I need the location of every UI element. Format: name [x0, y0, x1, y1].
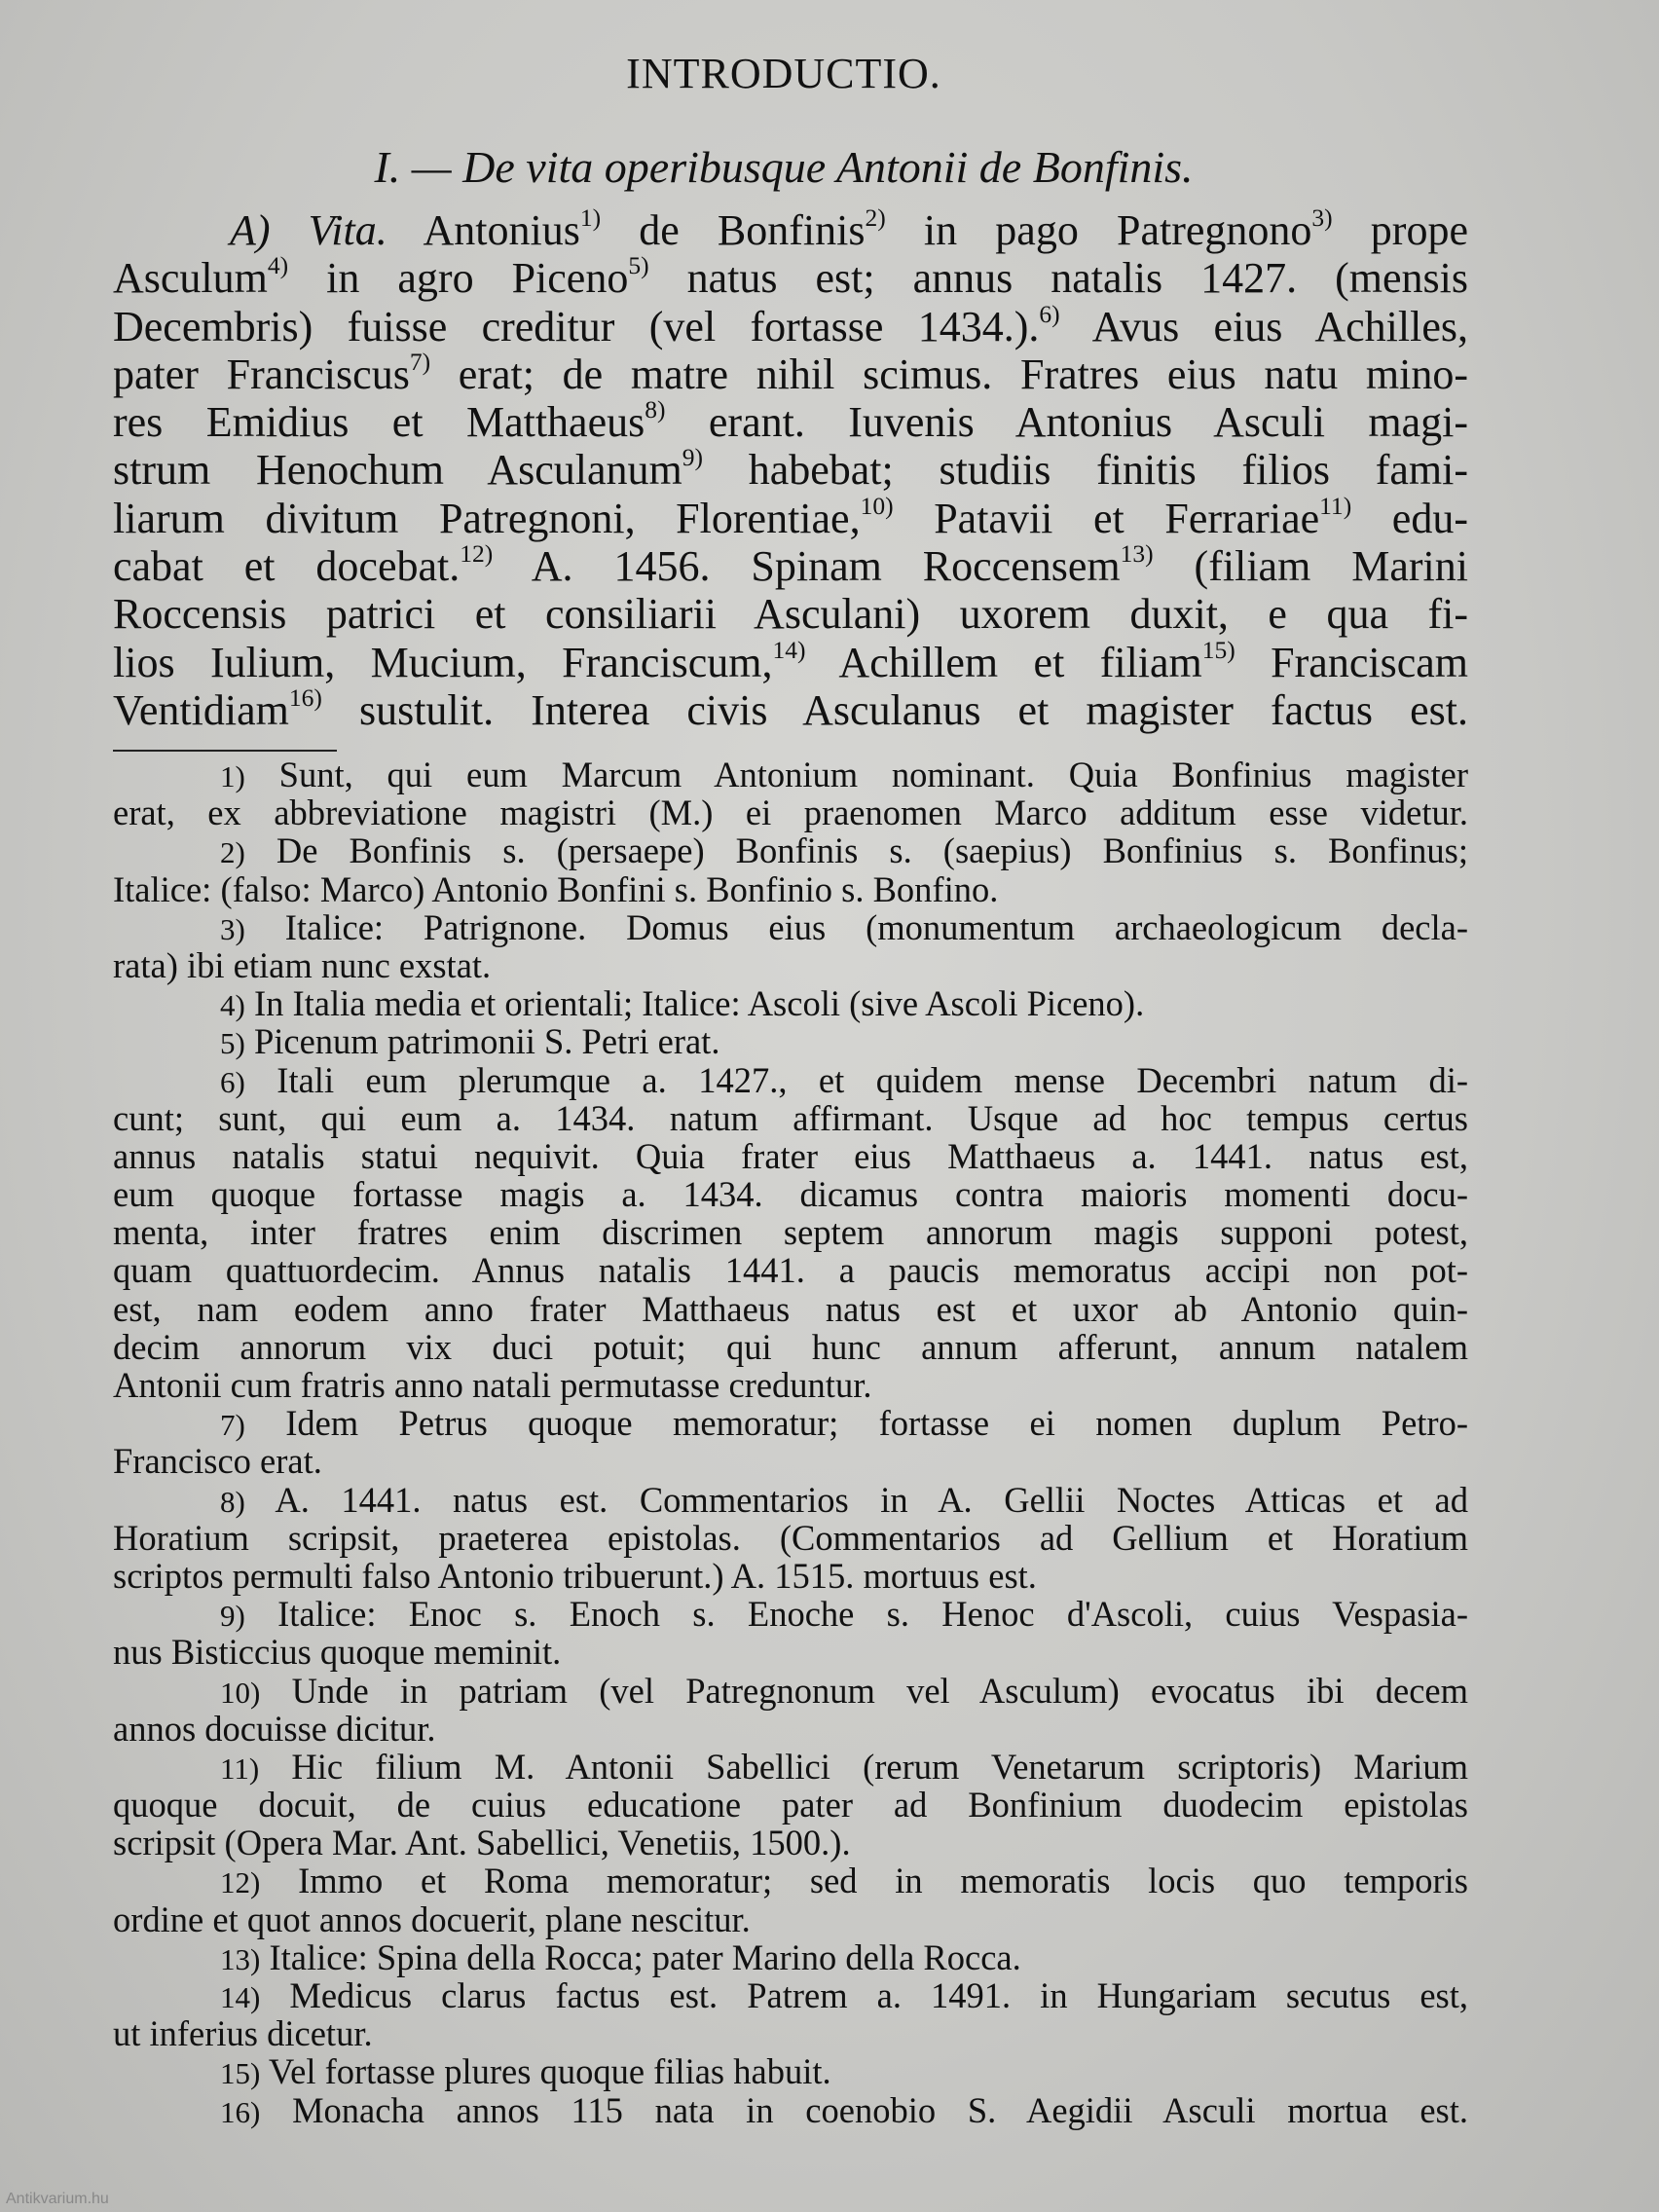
footnote-line: annos docuisse dicitur. — [113, 1708, 436, 1749]
footnote-line: 13) Italice: Spina della Rocca; pater Marino della Rocca. — [220, 1936, 1021, 1977]
footnote-line: 9) Italice: Enoc s. Enoch s. Enoche s. Henoc d'Ascoli, cuius Vespasia- — [220, 1594, 1468, 1635]
body-line: Asculum$^{4)}$ in agro Piceno$^{5)}$ natus est; annus natalis 1427. (mensis — [113, 251, 1468, 303]
footnote-divider — [113, 750, 337, 752]
footnote-line: quam quattuordecim. Annus natalis 1441. a paucis memoratus accipi non pot- — [113, 1250, 1468, 1291]
footnote-line: 14) Medicus clarus factus est. Patrem a. 1491. in Hungariam secutus est, — [220, 1975, 1468, 2015]
body-line: cabat et docebat.$^{12)}$ A. 1456. Spinam Roccensem$^{13)}$ (filiam Marini — [113, 538, 1468, 591]
footnote-line: 1) Sunt, qui eum Marcum Antonium nominant. Quia Bonfinius magister — [220, 755, 1468, 794]
body-line: liarum divitum Patregnoni, Florentiae,$^{10)}$ Patavii et Ferrariae$^{11)}$ edu- — [113, 491, 1468, 542]
footnote-line: 16) Monacha annos 115 nata in coenobio S. Aegidii Asculi mortua est. — [220, 2089, 1468, 2130]
footnote-line: erat, ex abbreviatione magistri (M.) ei praenomen Marco additum esse videtur. — [113, 793, 1468, 833]
footnote-line: ut inferius dicetur. — [113, 2013, 373, 2054]
footnote-line: 8) A. 1441. natus est. Commentarios in A. Gellii Noctes Atticas et ad — [220, 1479, 1468, 1520]
footnote-line: Italice: (falso: Marco) Antonio Bonfini s. Bonfinio s. Bonfino. — [113, 868, 999, 909]
footnotes — [113, 756, 1468, 2129]
footnote-line: 7) Idem Petrus quoque memoratur; fortasse ei nomen duplum Petro- — [220, 1403, 1468, 1444]
footnote-line: scripsit (Opera Mar. Ant. Sabellici, Venetiis, 1500.). — [113, 1823, 851, 1863]
footnote-line: scriptos permulti falso Antonio tribuerunt.) A. 1515. mortuus est. — [113, 1555, 1037, 1596]
footnote-line: ordine et quot annos docuerit, plane nescitur. — [113, 1899, 751, 1939]
body-line: A) Vita. Antonius$^{1)}$ de Bonfinis$^{2)}$ in pago Patregnono$^{3)}$ prope — [230, 203, 1468, 254]
footnote-line: 11) Hic filium M. Antonii Sabellici (rerum Venetarum scriptoris) Marium — [220, 1746, 1468, 1787]
footnote-line: rata) ibi etiam nunc exstat. — [113, 944, 492, 985]
footnote-line: annus natalis statui nequivit. Quia frater eius Matthaeus a. 1441. natus est, — [113, 1135, 1468, 1176]
body-line: pater Franciscus$^{7)}$ erat; de matre nihil scimus. Fratres eius natu mino- — [113, 347, 1468, 398]
body-line: Ventidiam$^{16)}$ sustulit. Interea civis Asculanus et magister factus est. — [113, 682, 1468, 734]
body-line: res Emidius et Matthaeus$^{8)}$ erant. Iuvenis Antonius Asculi magi- — [113, 395, 1468, 447]
footnote-line: eum quoque fortasse magis a. 1434. dicamus contra maioris momenti docu- — [113, 1174, 1468, 1215]
footnote-line: 12) Immo et Roma memoratur; sed in memoratis locis quo temporis — [220, 1861, 1468, 1901]
footnote-line: 6) Itali eum plerumque a. 1427., et quidem mense Decembri natum di- — [220, 1059, 1468, 1100]
body-line: Decembris) fuisse creditur (vel fortasse 1434.).$^{6)}$ Avus eius Achilles, — [113, 299, 1468, 350]
body-line: lios Iulium, Mucium, Franciscum,$^{14)}$ Achillem et filiam$^{15)}$ Franciscam — [113, 635, 1468, 686]
footnote-line: nus Bisticcius quoque meminit. — [113, 1632, 562, 1673]
footnote-line: menta, inter fratres enim discrimen septem annorum magis supponi potest, — [113, 1212, 1468, 1253]
body-line: Roccensis patrici et consiliarii Asculani) uxorem duxit, e qua fi- — [113, 590, 1468, 639]
footnote-line: decim annorum vix duci potuit; qui hunc annum afferunt, annum natalem — [113, 1326, 1468, 1367]
body-line: strum Henochum Asculanum$^{9)}$ habebat; studiis finitis filios fami- — [113, 443, 1468, 495]
section-heading: I. — De vita operibusque Antonii de Bonfinis. — [374, 142, 1194, 192]
footnote-line: 3) Italice: Patrignone. Domus eius (monumentum archaeologicum decla- — [220, 906, 1468, 947]
footnote-line: 5) Picenum patrimonii S. Petri erat. — [220, 1021, 720, 1062]
footnote-line: 15) Vel fortasse plures quoque filias habuit. — [220, 2051, 831, 2092]
footnote-line: Horatium scripsit, praeterea epistolas. (Commentarios ad Gellium et Horatium — [113, 1517, 1468, 1558]
footnote-line: est, nam eodem anno frater Matthaeus natus est et uxor ab Antonio quin- — [113, 1288, 1468, 1329]
footnote-line: 10) Unde in patriam (vel Patregnonum vel Asculum) evocatus ibi decem — [220, 1670, 1468, 1711]
footnote-line: quoque docuit, de cuius educatione pater ad Bonfinium duodecim epistolas — [113, 1785, 1468, 1825]
footnote-line: 2) De Bonfinis s. (persaepe) Bonfinis s. (saepius) Bonfinius s. Bonfinus; — [220, 830, 1468, 871]
footnote-line: cunt; sunt, qui eum a. 1434. natum affirmant. Usque ad hoc tempus certus — [113, 1097, 1468, 1138]
watermark: Antikvarium.hu — [6, 2191, 109, 2207]
main-text — [113, 203, 1468, 734]
footnote-line: Francisco erat. — [113, 1441, 322, 1482]
footnote-line: 4) In Italia media et orientali; Italice: Ascoli (sive Ascoli Piceno). — [220, 983, 1145, 1024]
footnote-line: Antonii cum fratris anno natali permutasse creduntur. — [113, 1365, 872, 1405]
page-title: INTRODUCTIO. — [626, 50, 941, 97]
